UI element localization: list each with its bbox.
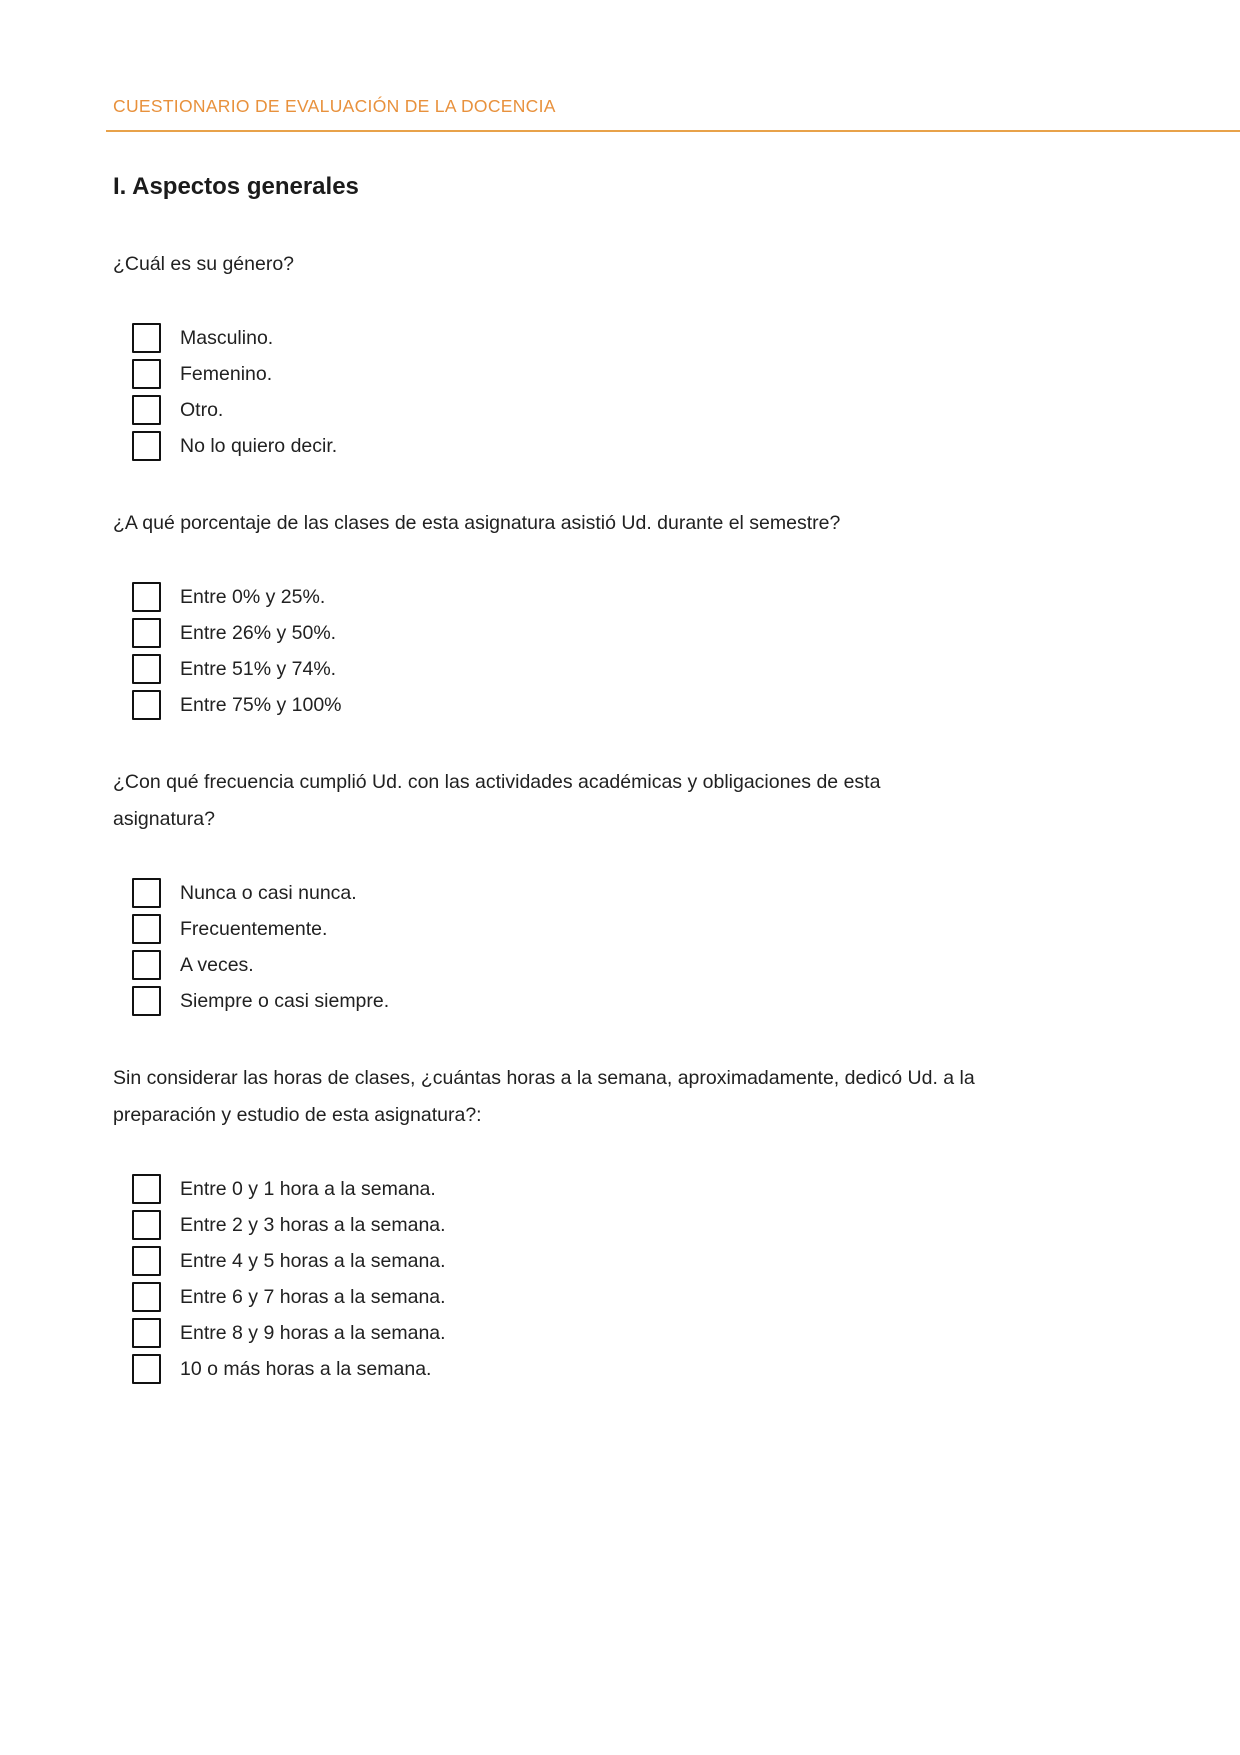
section-title: I. Aspectos generales bbox=[113, 173, 359, 200]
option-label: Siempre o casi siempre. bbox=[180, 990, 390, 1012]
option-checkbox[interactable] bbox=[132, 359, 161, 389]
option-label: Entre 0% y 25%. bbox=[180, 586, 326, 608]
question-text: Sin considerar las horas de clases, ¿cuántas horas a la semana, aproximadamente, dedicó Ud. a la preparación y estudio de esta asignatura?: bbox=[113, 1067, 975, 1126]
option-label: Entre 2 y 3 horas a la semana. bbox=[180, 1214, 446, 1236]
option-label: A veces. bbox=[180, 954, 254, 976]
options-group bbox=[113, 582, 1130, 720]
option-row bbox=[132, 1246, 1130, 1276]
question-block-attendance bbox=[113, 505, 1130, 720]
option-row bbox=[132, 1210, 1130, 1240]
option-checkbox[interactable] bbox=[132, 1282, 161, 1312]
option-checkbox[interactable] bbox=[132, 654, 161, 684]
option-checkbox[interactable] bbox=[132, 1246, 161, 1276]
option-label: Entre 26% y 50%. bbox=[180, 622, 337, 644]
option-checkbox[interactable] bbox=[132, 986, 161, 1016]
option-label: Frecuentemente. bbox=[180, 918, 328, 940]
option-row bbox=[132, 1282, 1130, 1312]
option-row bbox=[132, 878, 1130, 908]
question-text: ¿Con qué frecuencia cumplió Ud. con las actividades académicas y obligaciones de esta asignatura? bbox=[113, 771, 881, 830]
document-header bbox=[106, 95, 1240, 132]
options-group bbox=[113, 323, 1130, 461]
option-checkbox[interactable] bbox=[132, 1318, 161, 1348]
option-checkbox[interactable] bbox=[132, 878, 161, 908]
option-row bbox=[132, 582, 1130, 612]
option-row bbox=[132, 654, 1130, 684]
option-checkbox[interactable] bbox=[132, 1174, 161, 1204]
option-checkbox[interactable] bbox=[132, 950, 161, 980]
option-row bbox=[132, 690, 1130, 720]
option-label: Otro. bbox=[180, 399, 224, 421]
options-group bbox=[113, 1174, 1130, 1384]
option-label: No lo quiero decir. bbox=[180, 435, 338, 457]
option-row bbox=[132, 395, 1130, 425]
option-row bbox=[132, 359, 1130, 389]
option-label: Entre 51% y 74%. bbox=[180, 658, 337, 680]
question-block-compliance bbox=[113, 764, 1130, 1016]
option-label: Masculino. bbox=[180, 327, 274, 349]
question-text: ¿A qué porcentaje de las clases de esta asignatura asistió Ud. durante el semestre? bbox=[113, 512, 841, 534]
option-checkbox[interactable] bbox=[132, 323, 161, 353]
option-row bbox=[132, 914, 1130, 944]
option-row bbox=[132, 1354, 1130, 1384]
option-checkbox[interactable] bbox=[132, 690, 161, 720]
option-label: 10 o más horas a la semana. bbox=[180, 1358, 432, 1380]
option-checkbox[interactable] bbox=[132, 1210, 161, 1240]
option-checkbox[interactable] bbox=[132, 395, 161, 425]
option-label: Entre 0 y 1 hora a la semana. bbox=[180, 1178, 436, 1200]
option-row bbox=[132, 323, 1130, 353]
option-row bbox=[132, 986, 1130, 1016]
option-row bbox=[132, 618, 1130, 648]
option-row bbox=[132, 1174, 1130, 1204]
option-checkbox[interactable] bbox=[132, 431, 161, 461]
document-title: CUESTIONARIO DE EVALUACIÓN DE LA DOCENCIA bbox=[113, 96, 556, 116]
option-label: Entre 75% y 100% bbox=[180, 694, 342, 716]
question-text: ¿Cuál es su género? bbox=[113, 253, 295, 275]
option-row bbox=[132, 1318, 1130, 1348]
option-checkbox[interactable] bbox=[132, 914, 161, 944]
option-checkbox[interactable] bbox=[132, 618, 161, 648]
question-block-gender bbox=[113, 246, 1130, 461]
option-label: Entre 8 y 9 horas a la semana. bbox=[180, 1322, 446, 1344]
option-checkbox[interactable] bbox=[132, 582, 161, 612]
option-row bbox=[132, 431, 1130, 461]
question-block-study-hours bbox=[113, 1060, 1130, 1384]
option-checkbox[interactable] bbox=[132, 1354, 161, 1384]
options-group bbox=[113, 878, 1130, 1016]
option-label: Femenino. bbox=[180, 363, 273, 385]
option-label: Entre 4 y 5 horas a la semana. bbox=[180, 1250, 446, 1272]
option-label: Nunca o casi nunca. bbox=[180, 882, 357, 904]
option-row bbox=[132, 950, 1130, 980]
option-label: Entre 6 y 7 horas a la semana. bbox=[180, 1286, 446, 1308]
